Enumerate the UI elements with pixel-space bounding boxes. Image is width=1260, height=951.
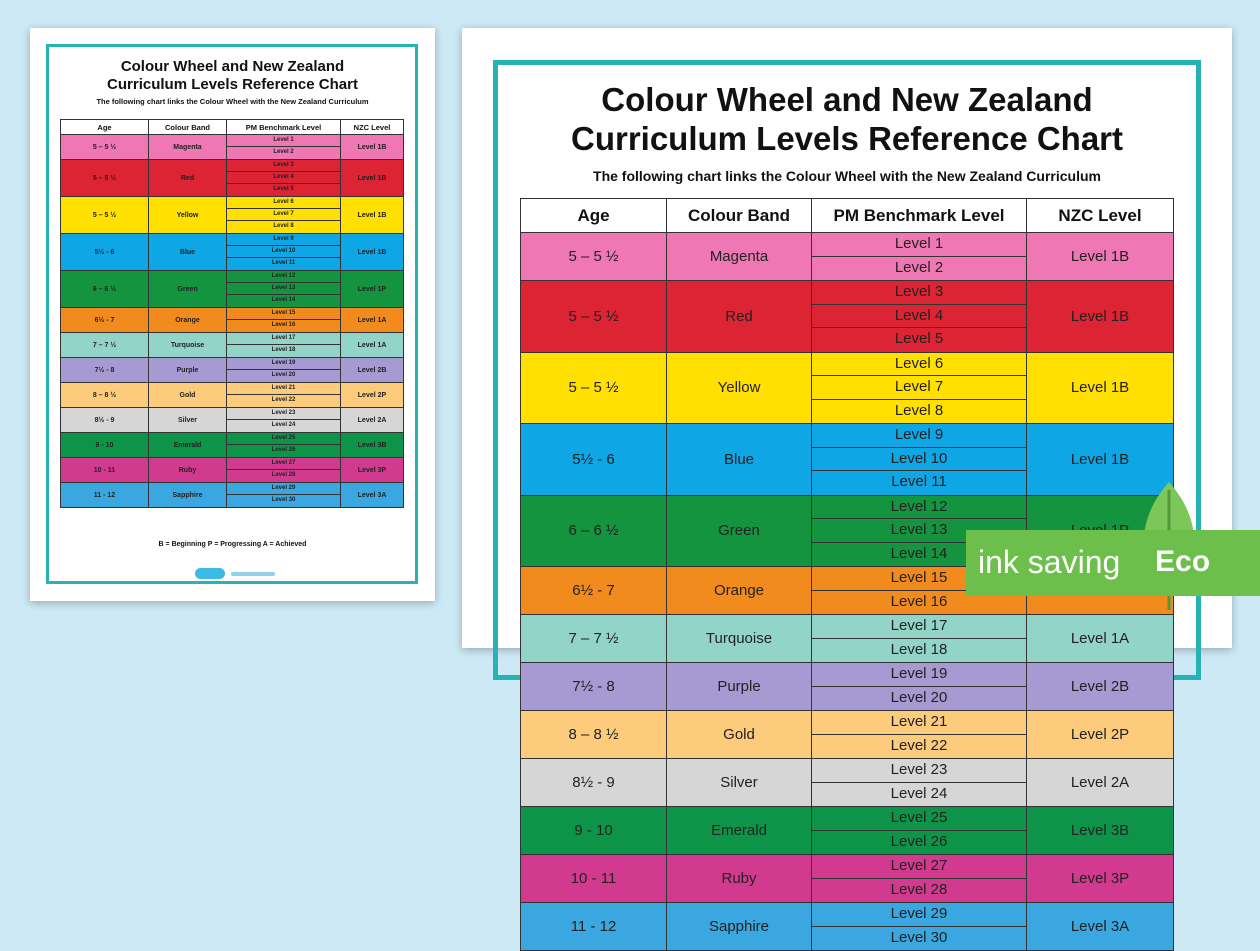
colour-band-cell: Sapphire bbox=[149, 483, 227, 508]
pm-benchmark-cell bbox=[812, 711, 1027, 759]
colour-band-cell: Gold bbox=[667, 711, 812, 759]
document-title bbox=[522, 80, 1172, 158]
table-header-row bbox=[521, 199, 1174, 233]
benchmark-level: Level 8 bbox=[894, 401, 944, 419]
nzc-level-cell: Level 3P bbox=[1027, 855, 1174, 903]
benchmark-level: Level 10 bbox=[812, 448, 1026, 472]
colour-band-cell: Purple bbox=[149, 358, 227, 383]
benchmark-level: Level 20 bbox=[890, 688, 948, 706]
benchmark-level: Level 13 bbox=[812, 519, 1026, 543]
ink-saving-label: ink saving bbox=[978, 544, 1121, 580]
benchmark-level: Level 14 bbox=[271, 297, 296, 303]
benchmark-level: Level 17 bbox=[812, 615, 1026, 639]
pm-benchmark-cell bbox=[227, 408, 341, 433]
colour-band-cell: Silver bbox=[667, 759, 812, 807]
colour-band-cell: Emerald bbox=[149, 433, 227, 458]
benchmark-level: Level 6 bbox=[227, 197, 340, 209]
benchmark-level: Level 13 bbox=[227, 283, 340, 295]
benchmark-level: Level 25 bbox=[227, 433, 340, 445]
nzc-level-cell: Level 1P bbox=[341, 271, 404, 308]
benchmark-level: Level 28 bbox=[271, 472, 296, 478]
age-cell: 7½ - 8 bbox=[61, 358, 149, 383]
table-row bbox=[61, 135, 404, 160]
pm-benchmark-cell bbox=[812, 903, 1027, 951]
thumbnail-title bbox=[60, 58, 405, 94]
pm-benchmark-cell bbox=[227, 271, 341, 308]
nzc-level-cell: Level 1B bbox=[341, 135, 404, 160]
table-row bbox=[521, 855, 1174, 903]
age-cell: 6 – 6 ½ bbox=[61, 271, 149, 308]
colour-band-cell: Blue bbox=[149, 234, 227, 271]
table-row bbox=[61, 160, 404, 197]
table-row bbox=[61, 408, 404, 433]
nzc-level-cell: Level 3A bbox=[341, 483, 404, 508]
column-header: NZC Level bbox=[1027, 199, 1174, 233]
colour-band-cell: Ruby bbox=[149, 458, 227, 483]
nzc-level-cell: Level 1A bbox=[341, 333, 404, 358]
benchmark-level: Level 1 bbox=[227, 135, 340, 147]
age-cell: 7 – 7 ½ bbox=[521, 615, 667, 663]
thumbnail-reference-table bbox=[60, 119, 404, 508]
pm-benchmark-cell bbox=[227, 433, 341, 458]
logo-cloud-icon bbox=[195, 568, 225, 579]
pm-benchmark-cell bbox=[227, 333, 341, 358]
document-subtitle: The following chart links the Colour Wheel with the New Zealand Curriculum bbox=[593, 168, 1101, 184]
colour-band-cell: Yellow bbox=[149, 197, 227, 234]
table-row bbox=[521, 615, 1174, 663]
age-cell: 5½ - 6 bbox=[61, 234, 149, 271]
benchmark-level: Level 28 bbox=[890, 880, 948, 898]
table-row bbox=[61, 358, 404, 383]
age-cell: 8½ - 9 bbox=[61, 408, 149, 433]
benchmark-level: Level 3 bbox=[227, 160, 340, 172]
benchmark-level: Level 7 bbox=[812, 376, 1026, 400]
pm-benchmark-cell bbox=[812, 424, 1027, 496]
table-row bbox=[521, 903, 1174, 951]
colour-band-cell: Magenta bbox=[667, 233, 812, 281]
table-row bbox=[521, 663, 1174, 711]
age-cell: 6 – 6 ½ bbox=[521, 495, 667, 567]
age-cell: 5 – 5 ½ bbox=[521, 281, 667, 353]
benchmark-level: Level 6 bbox=[812, 353, 1026, 377]
nzc-level-cell: Level 2P bbox=[341, 383, 404, 408]
nzc-level-cell: Level 1B bbox=[341, 160, 404, 197]
colour-band-cell: Purple bbox=[667, 663, 812, 711]
colour-band-cell: Emerald bbox=[667, 807, 812, 855]
colour-band-cell: Orange bbox=[149, 308, 227, 333]
age-cell: 5 – 5 ½ bbox=[521, 233, 667, 281]
benchmark-level: Level 18 bbox=[271, 347, 296, 353]
column-header: Age bbox=[61, 120, 149, 135]
title-line-2: Curriculum Levels Reference Chart bbox=[107, 76, 358, 93]
pm-benchmark-cell bbox=[812, 663, 1027, 711]
benchmark-level: Level 23 bbox=[227, 408, 340, 420]
title-line-1: Colour Wheel and New Zealand bbox=[120, 58, 345, 75]
age-cell: 9 - 10 bbox=[521, 807, 667, 855]
benchmark-level: Level 27 bbox=[812, 855, 1026, 879]
eco-label: Eco bbox=[1155, 545, 1211, 578]
benchmark-level: Level 12 bbox=[227, 271, 340, 283]
benchmark-level: Level 11 bbox=[891, 473, 947, 490]
benchmark-level: Level 21 bbox=[227, 383, 340, 395]
nzc-level-cell: Level 3P bbox=[341, 458, 404, 483]
table-row bbox=[521, 759, 1174, 807]
nzc-level-cell: Level 1A bbox=[1027, 615, 1174, 663]
title-line-2: Curriculum Levels Reference Chart bbox=[570, 120, 1124, 157]
benchmark-level: Level 23 bbox=[812, 759, 1026, 783]
benchmark-level: Level 30 bbox=[890, 928, 948, 946]
pm-benchmark-cell bbox=[812, 615, 1027, 663]
colour-band-cell: Green bbox=[149, 271, 227, 308]
column-header: PM Benchmark Level bbox=[812, 199, 1027, 233]
table-row bbox=[521, 281, 1174, 353]
age-cell: 5 – 5 ½ bbox=[521, 352, 667, 424]
pm-benchmark-cell bbox=[227, 383, 341, 408]
age-cell: 7 – 7 ½ bbox=[61, 333, 149, 358]
column-header: PM Benchmark Level bbox=[227, 120, 341, 135]
age-cell: 5 – 5 ½ bbox=[61, 160, 149, 197]
benchmark-level: Level 2 bbox=[273, 149, 294, 155]
column-header: Colour Band bbox=[149, 120, 227, 135]
benchmark-level: Level 5 bbox=[894, 330, 944, 347]
benchmark-level: Level 17 bbox=[227, 333, 340, 345]
nzc-level-cell: Level 1B bbox=[1027, 281, 1174, 353]
table-header-row bbox=[61, 120, 404, 135]
colour-band-cell: Sapphire bbox=[667, 903, 812, 951]
benchmark-level: Level 3 bbox=[812, 281, 1026, 305]
age-cell: 11 - 12 bbox=[521, 903, 667, 951]
nzc-level-cell: Level 2A bbox=[1027, 759, 1174, 807]
benchmark-level: Level 9 bbox=[227, 234, 340, 246]
benchmark-level: Level 22 bbox=[890, 736, 948, 754]
age-cell: 10 - 11 bbox=[61, 458, 149, 483]
benchmark-level: Level 29 bbox=[812, 903, 1026, 927]
colour-band-cell: Turquoise bbox=[667, 615, 812, 663]
colour-band-cell: Yellow bbox=[667, 352, 812, 424]
colour-band-cell: Blue bbox=[667, 424, 812, 496]
pm-benchmark-cell bbox=[812, 233, 1027, 281]
nzc-level-cell: Level 1B bbox=[341, 234, 404, 271]
benchmark-level: Level 7 bbox=[227, 209, 340, 221]
pm-benchmark-cell bbox=[227, 160, 341, 197]
thumbnail-subtitle: The following chart links the Colour Wheel with the New Zealand Curriculum bbox=[96, 97, 369, 106]
colour-band-cell: Ruby bbox=[667, 855, 812, 903]
age-cell: 5 – 5 ½ bbox=[61, 135, 149, 160]
benchmark-level: Level 18 bbox=[890, 640, 948, 658]
colour-band-cell: Red bbox=[667, 281, 812, 353]
benchmark-level: Level 25 bbox=[812, 807, 1026, 831]
pm-benchmark-cell bbox=[812, 281, 1027, 353]
benchmark-level: Level 24 bbox=[890, 784, 948, 802]
nzc-level-cell: Level 1B bbox=[1027, 233, 1174, 281]
nzc-level-cell: Level 1A bbox=[341, 308, 404, 333]
table-row bbox=[521, 424, 1174, 496]
table-row bbox=[61, 234, 404, 271]
nzc-level-cell: Level 2B bbox=[341, 358, 404, 383]
nzc-level-cell: Level 2B bbox=[1027, 663, 1174, 711]
benchmark-level: Level 12 bbox=[812, 496, 1026, 520]
column-header: NZC Level bbox=[341, 120, 404, 135]
colour-band-cell: Green bbox=[667, 495, 812, 567]
ink-saving-eco-badge bbox=[966, 530, 1260, 596]
benchmark-level: Level 14 bbox=[890, 544, 948, 562]
column-header: Age bbox=[521, 199, 667, 233]
table-row bbox=[61, 483, 404, 508]
pm-benchmark-cell bbox=[812, 855, 1027, 903]
pm-benchmark-cell bbox=[812, 807, 1027, 855]
column-header: Colour Band bbox=[667, 199, 812, 233]
benchmark-level: Level 19 bbox=[227, 358, 340, 370]
benchmark-level: Level 15 bbox=[227, 308, 340, 320]
benchmark-level: Level 16 bbox=[890, 592, 948, 610]
table-row bbox=[521, 233, 1174, 281]
colour-band-cell: Gold bbox=[149, 383, 227, 408]
colour-band-cell: Silver bbox=[149, 408, 227, 433]
age-cell: 5 – 5 ½ bbox=[61, 197, 149, 234]
pm-benchmark-cell bbox=[812, 759, 1027, 807]
benchmark-level: Level 26 bbox=[890, 832, 948, 850]
benchmark-level: Level 10 bbox=[227, 246, 340, 258]
benchmark-level: Level 27 bbox=[227, 458, 340, 470]
benchmark-level: Level 26 bbox=[271, 447, 296, 453]
pm-benchmark-cell bbox=[227, 483, 341, 508]
nzc-level-cell: Level 3A bbox=[1027, 903, 1174, 951]
age-cell: 7½ - 8 bbox=[521, 663, 667, 711]
benchmark-level: Level 24 bbox=[271, 422, 296, 428]
benchmark-level: Level 4 bbox=[812, 305, 1026, 329]
table-row bbox=[61, 271, 404, 308]
table-row bbox=[61, 458, 404, 483]
nzc-level-cell: Level 1B bbox=[341, 197, 404, 234]
colour-band-cell: Red bbox=[149, 160, 227, 197]
benchmark-level: Level 19 bbox=[812, 663, 1026, 687]
nzc-level-cell: Level 3B bbox=[1027, 807, 1174, 855]
age-cell: 5½ - 6 bbox=[521, 424, 667, 496]
table-row bbox=[521, 711, 1174, 759]
nzc-level-cell: Level 2P bbox=[1027, 711, 1174, 759]
pm-benchmark-cell bbox=[227, 358, 341, 383]
nzc-level-cell: Level 1B bbox=[1027, 352, 1174, 424]
age-cell: 8½ - 9 bbox=[521, 759, 667, 807]
age-cell: 8 – 8 ½ bbox=[521, 711, 667, 759]
benchmark-level: Level 9 bbox=[812, 424, 1026, 448]
pm-benchmark-cell bbox=[227, 197, 341, 234]
age-cell: 9 - 10 bbox=[61, 433, 149, 458]
benchmark-level: Level 2 bbox=[894, 258, 944, 276]
benchmark-level: Level 30 bbox=[271, 497, 296, 503]
benchmark-level: Level 1 bbox=[812, 233, 1026, 257]
benchmark-level: Level 16 bbox=[271, 322, 296, 328]
table-row bbox=[61, 383, 404, 408]
pm-benchmark-cell bbox=[227, 234, 341, 271]
colour-band-cell: Orange bbox=[667, 567, 812, 615]
table-row bbox=[61, 308, 404, 333]
benchmark-level: Level 21 bbox=[812, 711, 1026, 735]
benchmark-level: Level 22 bbox=[271, 397, 296, 403]
age-cell: 8 – 8 ½ bbox=[61, 383, 149, 408]
table-row bbox=[61, 197, 404, 234]
benchmark-level: Level 29 bbox=[227, 483, 340, 495]
logo-tagline bbox=[231, 572, 275, 576]
age-cell: 10 - 11 bbox=[521, 855, 667, 903]
title-line-1: Colour Wheel and New Zealand bbox=[601, 81, 1093, 118]
table-row bbox=[61, 333, 404, 358]
pm-benchmark-cell bbox=[227, 135, 341, 160]
nzc-level-cell: Level 2A bbox=[341, 408, 404, 433]
benchmark-level: Level 20 bbox=[271, 372, 296, 378]
benchmark-level: Level 11 bbox=[271, 260, 296, 266]
nzc-level-cell: Level 1B bbox=[1027, 424, 1174, 496]
age-cell: 6½ - 7 bbox=[61, 308, 149, 333]
key-legend: B = Beginning P = Progressing A = Achieved bbox=[158, 541, 307, 548]
pm-benchmark-cell bbox=[227, 308, 341, 333]
nzc-level-cell: Level 3B bbox=[341, 433, 404, 458]
benchmark-level: Level 15 bbox=[812, 567, 1026, 591]
benchmark-level: Level 5 bbox=[273, 186, 294, 192]
table-row bbox=[521, 807, 1174, 855]
age-cell: 11 - 12 bbox=[61, 483, 149, 508]
colour-band-cell: Magenta bbox=[149, 135, 227, 160]
table-row bbox=[521, 352, 1174, 424]
pm-benchmark-cell bbox=[812, 352, 1027, 424]
colour-band-cell: Turquoise bbox=[149, 333, 227, 358]
pm-benchmark-cell bbox=[227, 458, 341, 483]
table-row bbox=[61, 433, 404, 458]
benchmark-level: Level 4 bbox=[227, 172, 340, 184]
benchmark-level: Level 8 bbox=[273, 223, 294, 229]
brand-logo bbox=[195, 565, 275, 581]
age-cell: 6½ - 7 bbox=[521, 567, 667, 615]
